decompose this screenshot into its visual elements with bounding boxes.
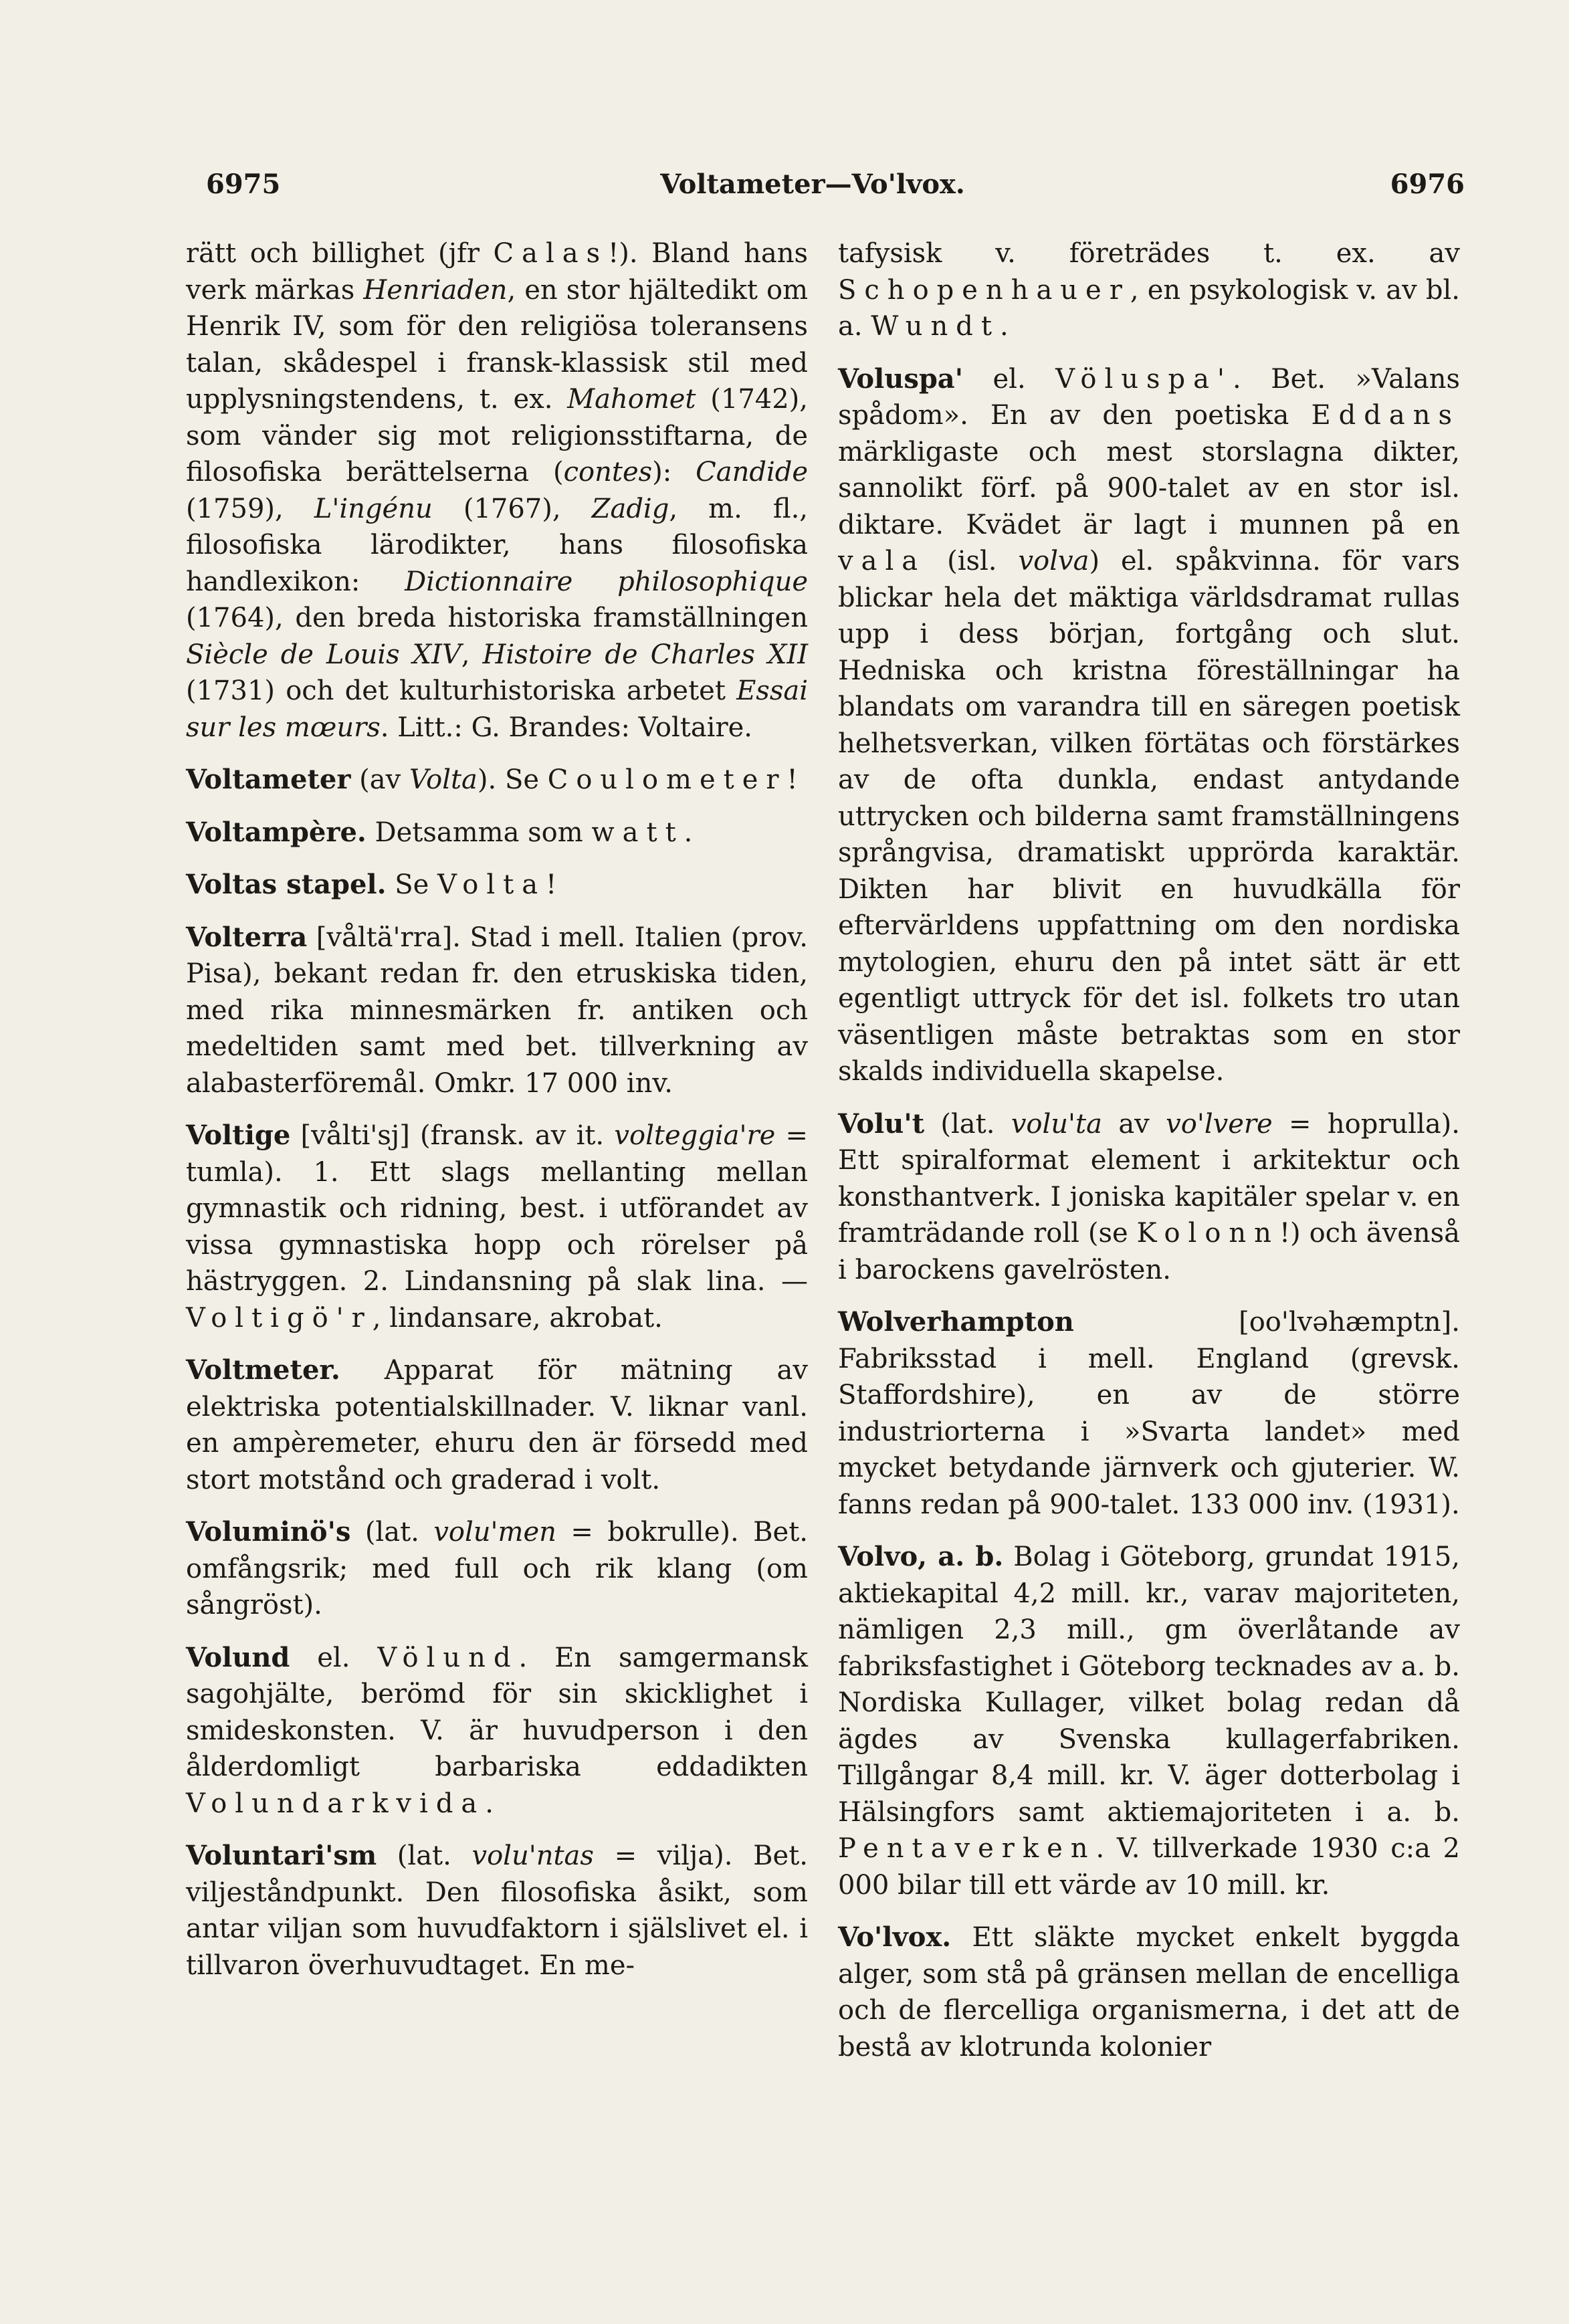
cross-reference: Völuspa' xyxy=(1055,363,1233,395)
headword: Voltampère. xyxy=(186,816,367,848)
cross-reference: Coulometer xyxy=(547,764,787,795)
headword: Voluminö's xyxy=(186,1516,351,1548)
entry-voluntarism-continued: tafysisk v. företrädes t. ex. av Schopenhauer, en psykologisk v. av bl. a. Wundt. xyxy=(838,238,1460,342)
headword: Voltige xyxy=(186,1120,291,1151)
page-header xyxy=(161,169,1465,209)
headword: Volund xyxy=(186,1641,290,1673)
cross-reference: watt xyxy=(591,817,684,848)
entry-voluntarism: Voluntari'sm (lat. volu'ntas = vilja). Bet. viljeståndpunkt. Den filosofiska åsikt, som antar viljan som huvudfaktorn i själslivet el. i tillvaron överhuvudtaget. En me- xyxy=(186,1840,808,1981)
entry-volut: Volu't (lat. volu'ta av vo'lvere = hoprulla). Ett spiralformat element i arkitektur och konsthantverk. I joniska kapitäler spelar v. en framträdande roll (se Kolonn!) och ävenså i barockens gavelrösten. xyxy=(838,1107,1461,1285)
headword: Volterra xyxy=(186,921,308,953)
entry-voltige: Voltige [vålti'sj] (fransk. av it. volteggia're = tumla). 1. Ett slags mellanting mellan gymnastik och ridning, best. i utförandet av vissa gymnastiska hopp och rörelser på hästryggen. 2. Lindansning på slak lina. — Voltigö'r, lindansare, akrobat. xyxy=(186,1120,808,1334)
cross-reference: Wundt xyxy=(871,311,1000,342)
cross-reference: Völund xyxy=(377,1642,519,1673)
entry-volterra: Volterra [våltä'rra]. Stad i mell. Italien (prov. Pisa), bekant redan fr. den etruskiska tiden, med rika minnesmärken fr. antiken och medeltiden samt med bet. tillverkning av alabasterföremål. Omkr. 17 000 inv. xyxy=(186,921,808,1099)
cross-reference: Pentaverken xyxy=(838,1833,1096,1864)
headword: Wolverhampton xyxy=(838,1306,1074,1338)
page-number-left: 6975 xyxy=(206,169,281,200)
cross-reference: Voltigö'r xyxy=(186,1302,373,1334)
right-column xyxy=(838,235,1460,2081)
cross-reference: Schopenhauer xyxy=(838,274,1130,306)
cross-reference: Calas xyxy=(493,238,609,269)
page-number-right: 6976 xyxy=(1390,169,1465,200)
cross-reference: Eddans xyxy=(1311,400,1460,431)
entry-volund: Volund el. Völund. En samgermansk sagohjälte, berömd för sin skicklighet i smideskonsten. V. är huvudperson i den ålderdomligt barbariska eddadikten Volundarkvida. xyxy=(186,1641,808,1819)
headword: Vo'lvox. xyxy=(838,1921,952,1953)
entry-voltameter: Voltameter (av Volta). Se Coulometer! xyxy=(186,764,798,795)
headword: Volvo, a. b. xyxy=(838,1541,1004,1572)
headword: Volu't xyxy=(838,1107,925,1140)
cross-reference: Volta xyxy=(437,869,546,900)
entry-voltmeter: Voltmeter. Apparat för mätning av elektriska potentialskillnader. V. liknar vanl. en ampèremeter, ehuru den är försedd med stort motstånd och graderad i volt. xyxy=(186,1354,808,1495)
cross-reference: Volundarkvida xyxy=(186,1788,486,1819)
entry-voltampere: Voltampère. Detsamma som watt. xyxy=(186,816,693,848)
headword: Voltmeter. xyxy=(186,1354,340,1386)
headword: Voluntari'sm xyxy=(186,1840,377,1871)
running-title: Voltameter—Vo'lvox. xyxy=(660,169,965,200)
cross-reference: Kolonn xyxy=(1136,1218,1279,1249)
entry-voltas-stapel: Voltas stapel. Se Volta! xyxy=(186,869,557,900)
entry-voluminos: Voluminö's (lat. volu'men = bokrulle). Bet. omfångsrik; med full och rik klang (om sångröst). xyxy=(186,1516,809,1620)
headword: Voluspa' xyxy=(838,362,963,395)
left-column xyxy=(186,235,808,2000)
headword: Voltameter xyxy=(186,764,351,795)
entry-voltaire-continued: rätt och billighet (jfr Calas!). Bland hans verk märkas Henriaden, en stor hjältedikt om Henrik IV, som för den religiösa toleransens talan, skådespel i fransk-klassisk stil med upplysningstendens, t. ex. Mahomet (1742), som vänder sig mot religionsstiftarna, de filosofiska berättelserna (contes): Candide (1759), L'ingénu (1767), Zadig, m. fl., filosofiska lärodikter, hans filosofiska handlexikon: Dictionnaire philosophique (1764), den breda historiska framställningen Siècle de Louis XIV, Histoire de Charles XII (1731) och det kulturhistoriska arbetet Essai sur les mœurs. Litt.: G. Brandes: Voltaire. xyxy=(186,238,809,743)
cross-reference: vala xyxy=(838,546,926,576)
entry-voluspa: Voluspa' el. Völuspa'. Bet. »Valans spådom». En av den poetiska Eddans märkligaste och mest storslagna dikter, sannolikt förf. på 900-talet av en stor isl. diktare. Kvädet är lagt i munnen på en vala (isl. volva) el. spåkvinna. för vars blickar hela det mäktiga världsdramat rullas upp i dess början, fortgång och slut. Hedniska och kristna föreställningar ha blandats om varandra till en säregen poetisk helhetsverkan, vilken förtätas och förstärkes av de ofta dunkla, endast antydande uttrycken och bilderna samt framställningens språngvisa, dramatiskt upprörda karaktär. Dikten har blivit en huvudkälla för eftervärldens uppfattning om den nordiska mytologien, ehuru den på intet sätt är ett egentligt uttryck för det isl. folkets tro utan väsentligen måste betraktas som en stor skalds individuella skapelse. xyxy=(838,362,1461,1087)
headword: Voltas stapel. xyxy=(186,869,387,900)
entry-volvo: Volvo, a. b. Bolag i Göteborg, grundat 1915, aktiekapital 4,2 mill. kr., varav majoriteten, nämligen 2,3 mill., gm överlåtande av fabriksfastighet i Göteborg tecknades av a. b. Nordiska Kullager, vilket bolag redan då ägdes av Svenska kullagerfabriken. Tillgångar 8,4 mill. kr. V. äger dotterbolag i Hälsingfors samt aktiemajoriteten i a. b. Pentaverken. V. tillverkade 1930 c:a 2 000 bilar till ett värde av 10 mill. kr. xyxy=(838,1541,1460,1901)
entry-volvox: Vo'lvox. Ett släkte mycket enkelt byggda alger, som stå på gränsen mellan de encelliga och de flercelliga organismerna, i det att de bestå av klotrunda kolonier xyxy=(838,1921,1460,2063)
entry-wolverhampton: Wolverhampton [oo'lvəhæmptn]. Fabriksstad i mell. England (grevsk. Staffordshire), en av de större industriorterna i »Svarta landet» med mycket betydande järnverk och gjuterier. W. fanns redan på 900-talet. 133 000 inv. (1931). xyxy=(838,1306,1460,1520)
